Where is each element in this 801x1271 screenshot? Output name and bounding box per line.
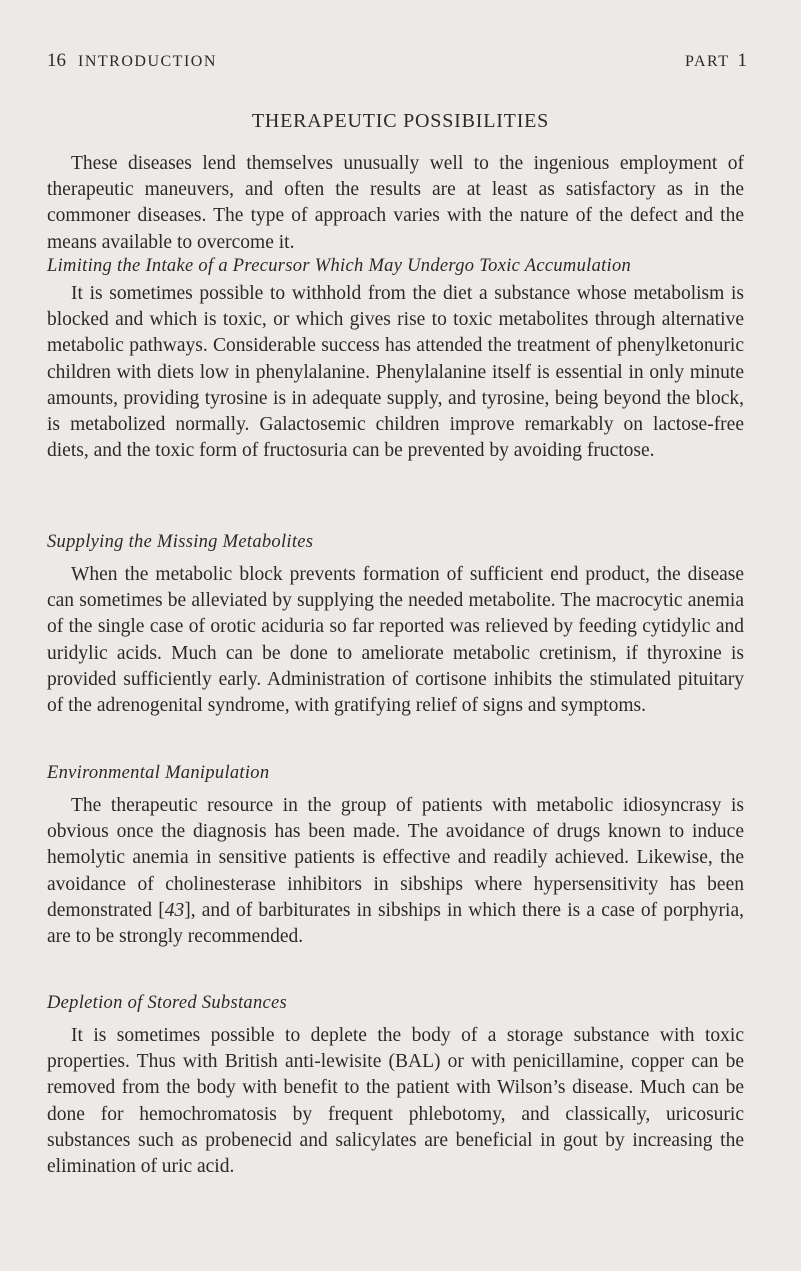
paragraph-missing-metabolites: When the metabolic block prevents formation of sufficient end product, the disease can sometimes be alleviated by supplying the needed metabolite. The macrocytic anemia of the single case of orotic aciduria so far reported was relieved by feeding cytidylic and uridylic acids. Much can be done to ameliorate metabolic cretinism, if thyroxine is provided sufficiently early. Administration of cortisone inhibits the stimulated pituitary of the adrenogenital syndrome, with gratifying relief of signs and symptoms. bbox=[47, 564, 744, 717]
subheading-limiting-intake: Limiting the Intake of a Precursor Which May Undergo Toxic Accumulation bbox=[47, 256, 632, 276]
subheading-missing-metabolites: Supplying the Missing Metabolites bbox=[47, 532, 314, 552]
paragraph-depletion: It is sometimes possible to deplete the body of a storage substance with toxic properties. Thus with British anti-lewisite (BAL) or with penicillamine, copper can be removed from the body with benefit to the patient with Wilson’s disease. Much can be done for hemochromatosis by frequent phlebotomy, and classically, uricosuric substances such as probenecid and salicylates are beneficial in gout by increasing the elimination of uric acid. bbox=[47, 1025, 744, 1178]
part-label: PART bbox=[685, 53, 730, 70]
section-title: THERAPEUTIC POSSIBILITIES bbox=[251, 110, 550, 132]
running-head bbox=[47, 50, 747, 72]
citation-reference: 43 bbox=[164, 899, 185, 921]
subheading-environmental-manipulation: Environmental Manipulation bbox=[47, 763, 270, 783]
running-title: INTRODUCTION bbox=[78, 53, 217, 70]
intro-paragraph: These diseases lend themselves unusually well to the ingenious employment of therapeutic maneuvers, and often the results are at least as satisfactory as in the commoner diseases. The type of approach varies with the nature of the defect and the means available to overcome it. bbox=[47, 153, 744, 253]
running-head-right bbox=[685, 50, 747, 72]
paragraph-environmental-manipulation bbox=[47, 793, 744, 950]
part-number: 1 bbox=[737, 50, 747, 71]
environmental-text-start: The therapeutic resource in the group of patients with metabolic idiosyncrasy is obvious once the diagnosis has been made. The avoidance of drugs known to induce hemolytic anemia in sensitive patients is effective and readily achieved. Likewise, the avoidance of cholinesterase inhibitors in sibships where hypersensitivity has been demonstrated [ bbox=[47, 795, 744, 921]
subheading-depletion: Depletion of Stored Substances bbox=[47, 993, 288, 1013]
page-number: 16 bbox=[47, 50, 66, 71]
running-head-left bbox=[47, 50, 217, 72]
environmental-text-end: ], and of barbiturates in sibships in which there is a case of porphyria, are to be strongly recommended. bbox=[47, 899, 744, 948]
paragraph-limiting-intake: It is sometimes possible to withhold from the diet a substance whose metabolism is blocked and which is toxic, or which gives rise to toxic metabolites through alternative metabolic pathways. Considerable success has attended the treatment of phenylketonuric children with diets low in phenylalanine. Phenylalanine itself is essential in only minute amounts, providing tyrosine is in adequate supply, and tyrosine, being beyond the block, is metabolized normally. Galactosemic children improve remarkably on lactose-free diets, and the toxic form of fructosuria can be prevented by avoiding fructose. bbox=[47, 283, 744, 462]
